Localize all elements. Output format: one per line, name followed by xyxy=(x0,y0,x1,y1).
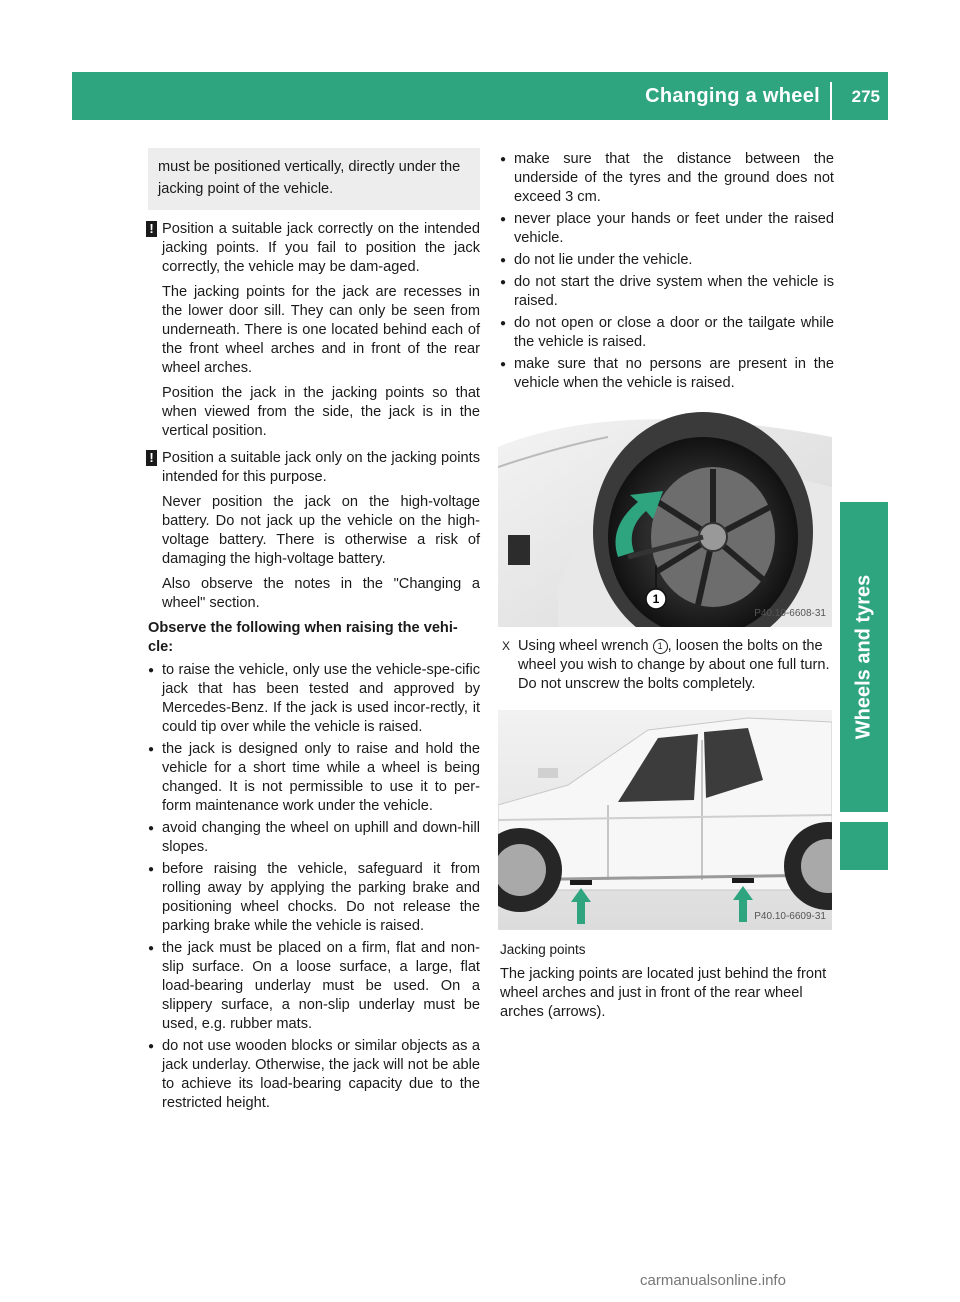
page-number: 275 xyxy=(851,87,880,106)
chapter-tab-label: Wheels and tyres xyxy=(852,574,875,740)
warning-icon: ! xyxy=(146,450,157,466)
list-item: ● do not use wooden blocks or similar objects as a jack underlay. Otherwise, the jack will not be able to achieve its load-bearing capacity due to the restricted height. xyxy=(148,1037,480,1113)
note-box: must be positioned vertically, directly under the jacking point of the vehicle. xyxy=(148,148,480,210)
instruction-text-start: Using wheel wrench xyxy=(518,638,653,654)
watermark-text: carmanualsonline.info xyxy=(640,1272,786,1289)
list-item: ● before raising the vehicle, safeguard it from rolling away by applying the parking brake and positioning wheel chocks. Do not release the parking brake while the vehicle is raised. xyxy=(148,860,480,936)
callout-1-label: 1 xyxy=(652,592,660,606)
warning-paragraph: Never position the jack on the high-voltage battery. Do not jack up the vehicle on the high-voltage battery. There is otherwise a risk of damaging the high-voltage battery. xyxy=(162,494,480,567)
left-column xyxy=(148,148,480,1116)
list-item: ● the jack is designed only to raise and hold the vehicle for a short time while a wheel is being changed. It is not permissible to use it to per-form maintenance work under the vehicle. xyxy=(148,740,480,816)
warning-paragraph: Position a suitable jack correctly on the intended jacking points. If you fail to position the jack correctly, the vehicle may be dam-aged. xyxy=(162,221,480,275)
list-item: ● make sure that no persons are present in the vehicle when the vehicle is raised. xyxy=(500,355,834,393)
chapter-marker xyxy=(840,822,888,870)
jacking-points-illustration xyxy=(498,710,832,930)
wheel-wrench-figure xyxy=(498,407,832,627)
list-item: ● do not start the drive system when the vehicle is raised. xyxy=(500,273,834,311)
list-item: ● to raise the vehicle, only use the vehicle-spe-cific jack that has been tested and approved by Mercedes-Benz. If the jack is used incor-rectly, it could tip over while the vehicle is raised. xyxy=(148,661,480,737)
warning-paragraph: Also observe the notes in the "Changing a wheel" section. xyxy=(162,576,480,611)
raising-rules-list xyxy=(148,661,480,1113)
warning-icon: ! xyxy=(146,221,157,237)
list-item: ● never place your hands or feet under the raised vehicle. xyxy=(500,210,834,248)
jacking-points-figure xyxy=(498,710,832,930)
list-item: ● do not lie under the vehicle. xyxy=(500,251,834,270)
instruction-step xyxy=(500,637,834,694)
section-title: Changing a wheel xyxy=(645,85,820,107)
body-paragraph: The jacking points are located just behind the front wheel arches and just in front of the rear wheel arches (arrows). xyxy=(500,966,827,1020)
warning-paragraph: The jacking points for the jack are recesses in the lower door sill. They can only be seen from underneath. There is one located behind each of the front wheel arches and in front of the rear wheel arches. xyxy=(162,284,480,376)
instruction-text-end: , loosen the bolts on the wheel you wish to change by about one full turn. Do not unscrew the bolts completely. xyxy=(518,638,830,692)
section-heading: Observe the following when raising the vehi-cle: xyxy=(148,620,458,655)
header-bar xyxy=(72,72,888,120)
list-item: ● make sure that the distance between the underside of the tyres and the ground does not exceed 3 cm. xyxy=(500,150,834,207)
step-arrow-icon: X xyxy=(502,639,511,653)
list-item: ● the jack must be placed on a firm, flat and non-slip surface. On a loose surface, a large, flat load-bearing underlay must be used. On a slippery surface, a non-slip underlay must be used, e.g. rubber mats. xyxy=(148,939,480,1034)
figure-caption: Jacking points xyxy=(500,942,586,957)
right-column xyxy=(500,150,834,1022)
figure-code: P40.10-6608-31 xyxy=(754,608,826,619)
list-item: ● avoid changing the wheel on uphill and down-hill slopes. xyxy=(148,819,480,857)
warning-block-jack-position xyxy=(148,220,480,441)
figure-code: P40.10-6609-31 xyxy=(754,911,826,922)
safety-list xyxy=(500,150,834,393)
header-divider xyxy=(830,82,832,120)
warning-paragraph: Position a suitable jack only on the jacking points intended for this purpose. xyxy=(162,450,480,485)
callout-1-icon: 1 xyxy=(653,639,668,654)
wheel-wrench-illustration xyxy=(498,407,832,627)
warning-paragraph: Position the jack in the jacking points so that when viewed from the side, the jack is in the vertical position. xyxy=(162,385,480,439)
list-item: ● do not open or close a door or the tailgate while the vehicle is raised. xyxy=(500,314,834,352)
chapter-tab[interactable] xyxy=(840,502,888,812)
warning-block-battery xyxy=(148,449,480,613)
